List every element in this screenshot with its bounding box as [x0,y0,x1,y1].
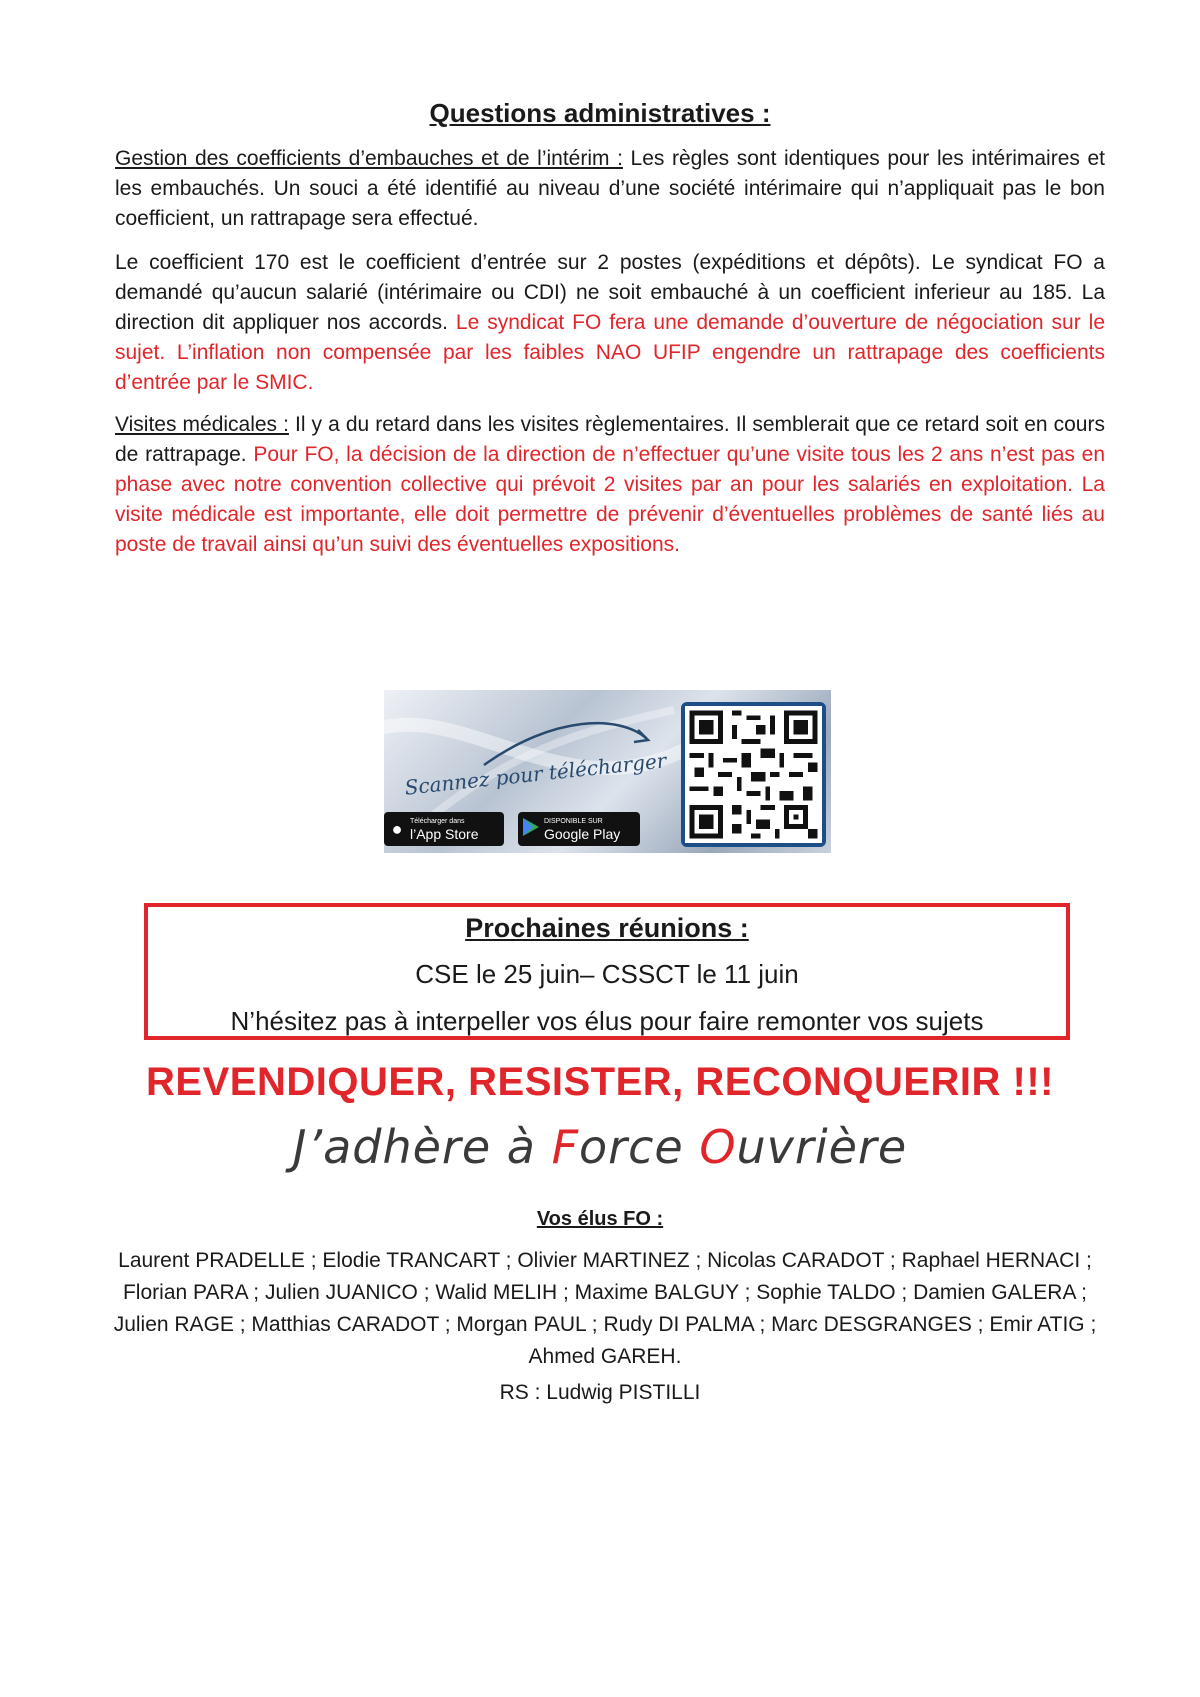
slogan: REVENDIQUER, RESISTER, RECONQUERIR !!! [146,1060,1054,1104]
tagline-o: O [699,1120,737,1174]
scan-text: Scannez pour télécharger [403,748,668,800]
meeting-note: N’hésitez pas à interpeller vos élus pour faire remonter vos sujets [230,1006,984,1036]
app-store-button[interactable] [384,812,504,846]
tagline [0,1120,1200,1174]
tagline-part2: orce [579,1120,700,1174]
coefficient-170-text: Le coefficient 170 est le coefficient d’entrée sur 2 postes (expéditions et dépôts). Le syndicat FO a demandé qu’aucun salarié (intérimaire ou CDI) ne soit embauché à un coefficient inferieur au 185. La direction dit appliquer nos accords. [115,251,1105,334]
tagline-part1: J’adhère à [292,1120,552,1174]
app-download-banner[interactable] [384,690,831,853]
paragraph-visites-medicales [115,410,1105,560]
visites-heading: Visites médicales : [115,413,289,436]
next-meetings-box [144,903,1070,1040]
qr-code-pattern [685,706,822,843]
paragraph-coefficient-170 [115,248,1105,398]
google-play-small-label: DISPONIBLE SUR [544,817,603,825]
coefficients-text: Les règles sont identiques pour les intérimaires et les embauchés. Un souci a été identifié au niveau d’une société intérimaire qui n’appliquait pas le bon coefficient, un rattrapage sera effectué. [115,147,1105,230]
coefficients-heading: Gestion des coefficients d’embauches et de l’intérim : [115,147,623,170]
google-play-icon [518,817,544,842]
section-title: Questions administratives : [429,98,771,128]
coefficient-170-red-text: Le syndicat FO fera une demande d’ouverture de négociation sur le sujet. L’inflation non compensée par les faibles NAO UFIP engendre un rattrapage des coefficients d’entrée par le SMIC. [115,311,1105,394]
tagline-part3: uvrière [736,1120,908,1174]
google-play-label: Google Play [544,825,621,842]
google-play-button[interactable] [518,812,640,846]
meeting-dates: CSE le 25 juin– CSSCT le 11 juin [415,959,799,989]
paragraph-coefficients [115,144,1105,234]
rs-line: RS : Ludwig PISTILLI [499,1381,701,1404]
visites-text: Il y a du retard dans les visites règlementaires. Il semblerait que ce retard soit en cours de rattrapage. [115,413,1105,466]
next-meetings-title: Prochaines réunions : [465,913,749,943]
elus-title: Vos élus FO : [536,1208,664,1230]
app-store-label: l’App Store [410,825,479,842]
elus-list: Laurent PRADELLE ; Elodie TRANCART ; Olivier MARTINEZ ; Nicolas CARADOT ; Raphael HERNACI ; Florian PARA ; Julien JUANICO ; Walid MELIH ; Maxime BALGUY ; Sophie TALDO ; Damien GALERA ; Julien RAGE ; Matthias CARADOT ; Morgan PAUL ; Rudy DI PALMA ; Marc DESGRANGES ; Emir ATIG ; Ahmed GAREH. [113,1249,1097,1368]
apple-icon: ● [391,818,403,839]
visites-red-text: Pour FO, la décision de la direction de n’effectuer qu’une visite tous les 2 ans n’est pas en phase avec notre convention collective qui prévoit 2 visites par an pour les salariés en exploitation. La visite médicale est importante, elle doit permettre de prévenir d’éventuelles problèmes de santé liés au poste de travail ainsi qu’un suivi des éventuelles expositions. [115,443,1106,556]
qr-code[interactable] [681,702,826,847]
app-store-small-label: Télécharger dans [410,817,465,825]
tagline-f: F [551,1120,580,1174]
